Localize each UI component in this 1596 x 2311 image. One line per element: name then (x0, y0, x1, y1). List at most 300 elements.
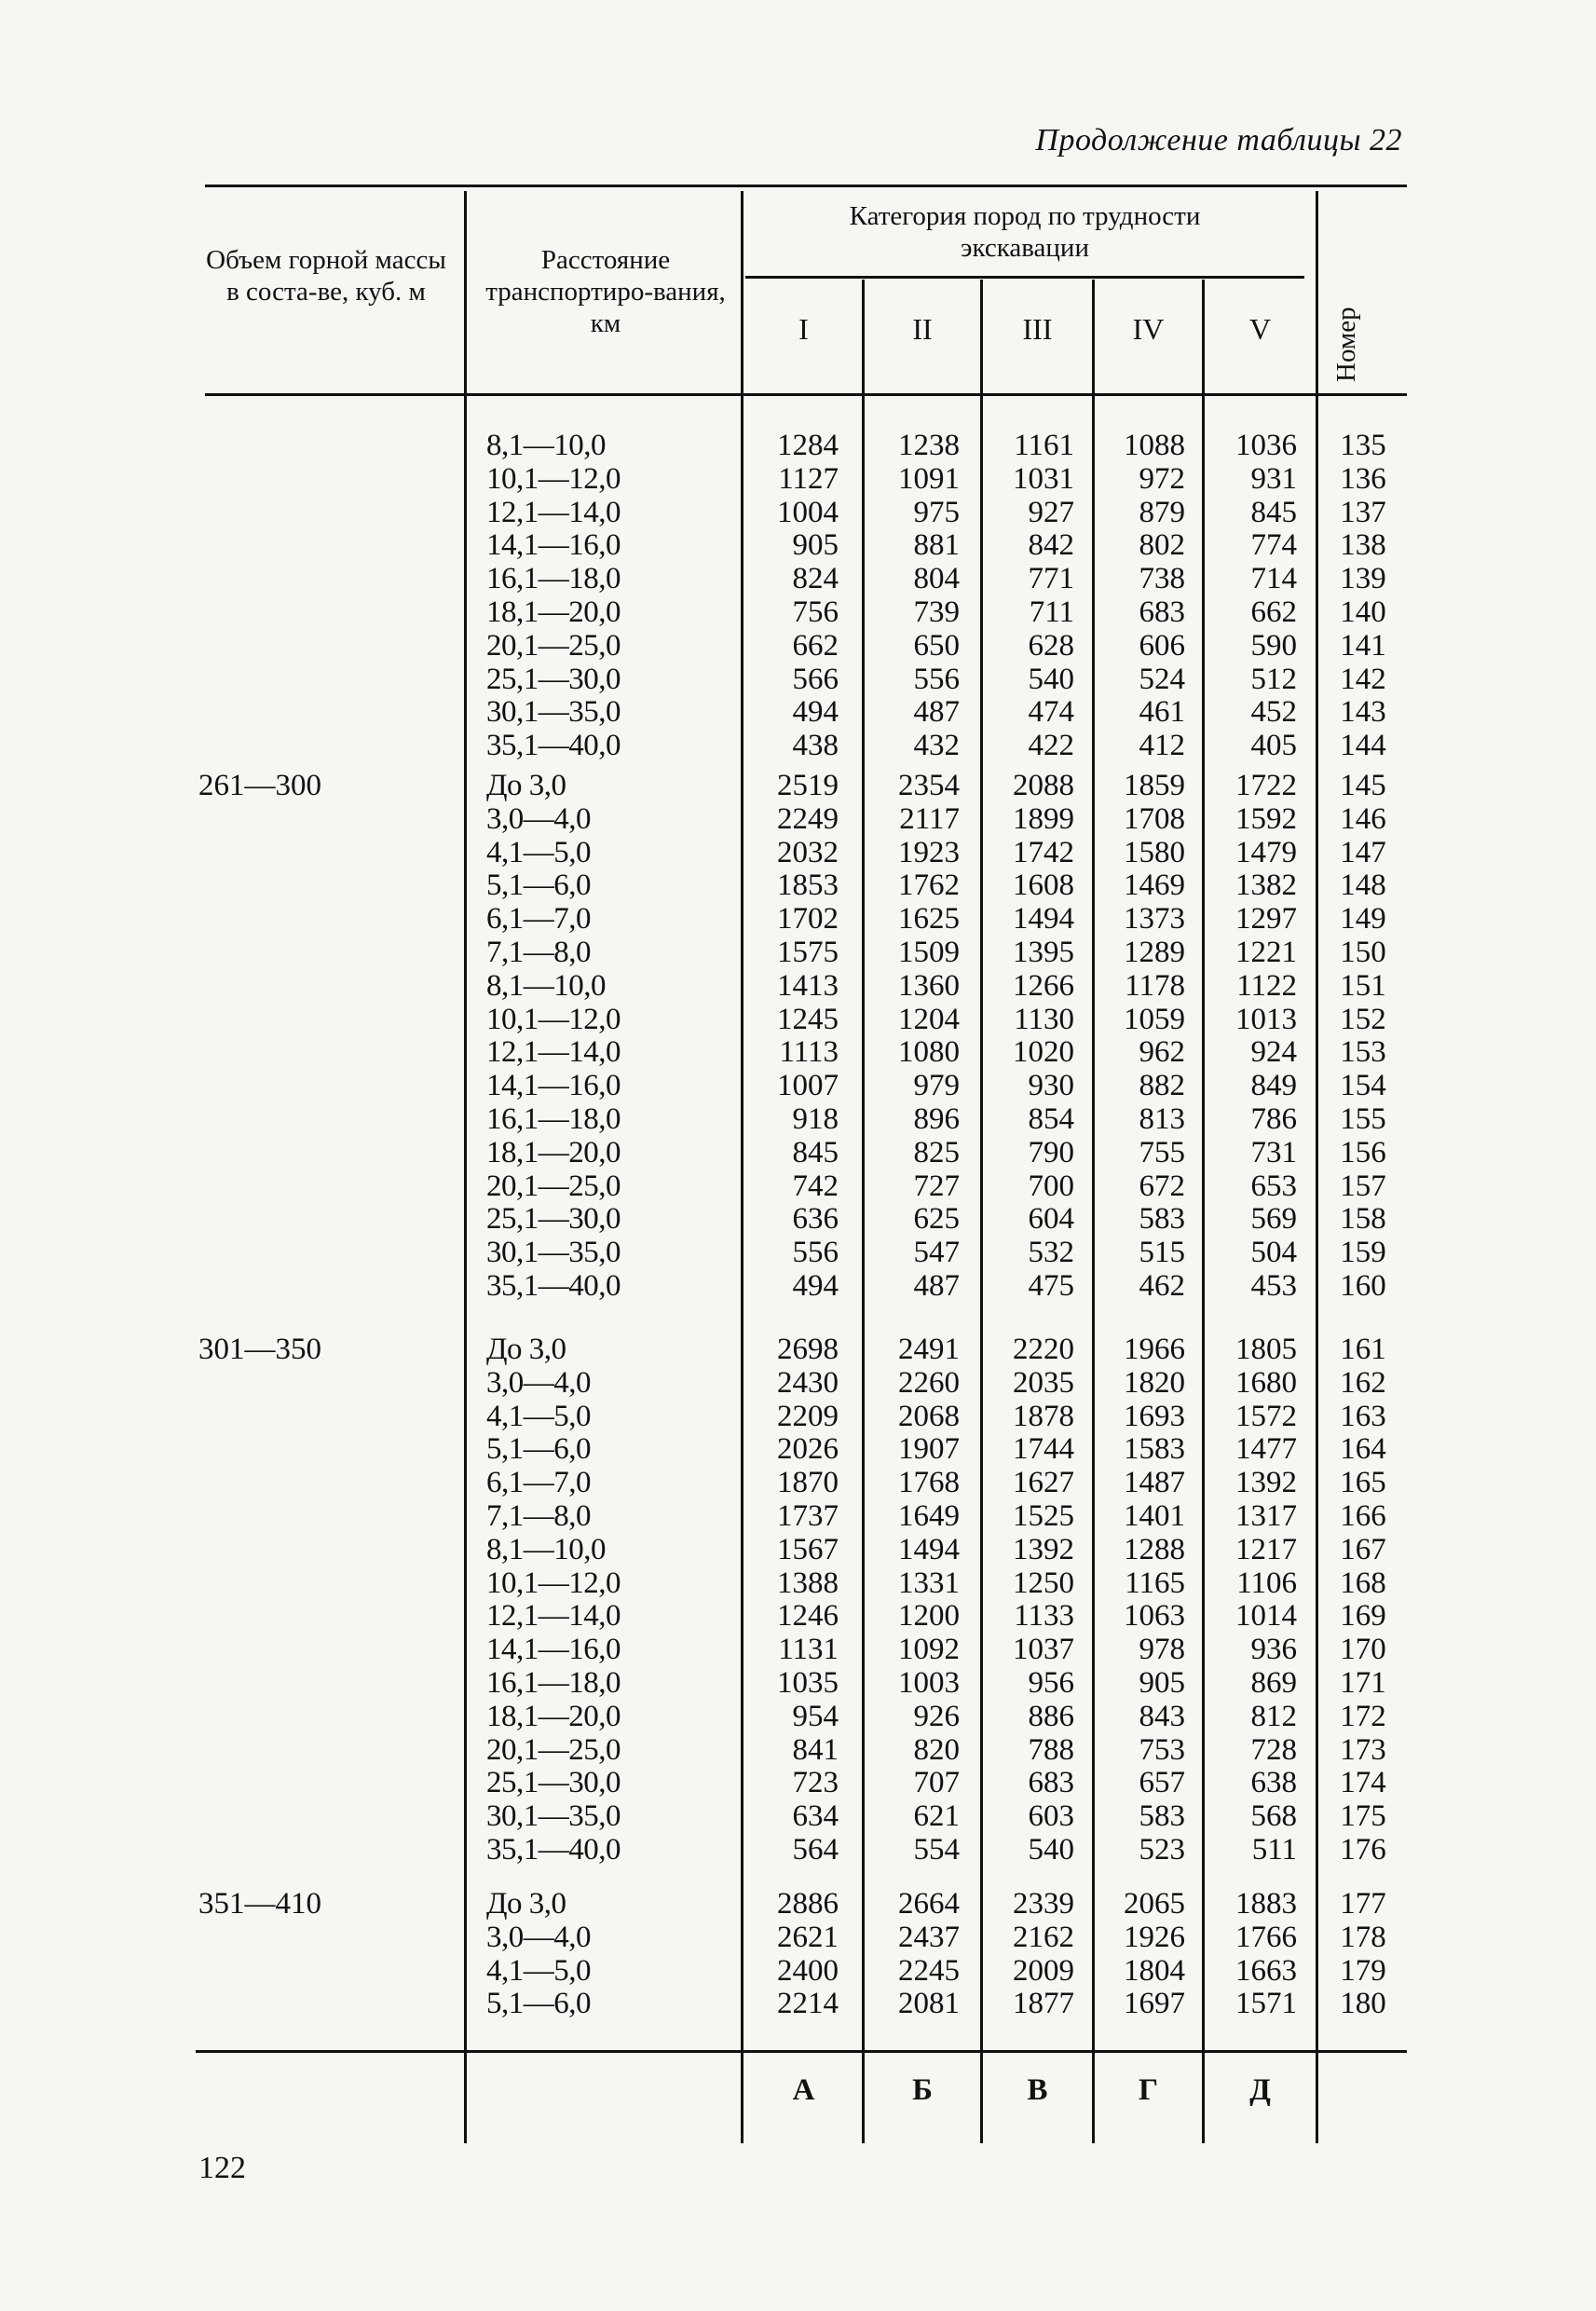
distance-cell: 16,1—18,0 (486, 1102, 621, 1136)
table-row (0, 969, 1596, 1003)
distance-cell: 20,1—25,0 (486, 1169, 621, 1203)
value-cat1-cell: 566 (792, 662, 839, 696)
value-cat2-cell: 2117 (899, 801, 960, 836)
value-cat5-cell: 714 (1250, 562, 1297, 596)
footer-letter-b: Б (912, 2073, 933, 2107)
table-row (0, 1954, 1596, 1988)
value-cat1-cell: 636 (792, 1202, 839, 1237)
row-number-cell: 159 (1340, 1236, 1386, 1270)
value-cat2-cell: 804 (913, 562, 960, 596)
distance-cell: 20,1—25,0 (486, 628, 621, 663)
value-cat2-cell: 1331 (898, 1566, 960, 1600)
value-cat2-cell: 1080 (898, 1035, 960, 1070)
value-cat4-cell: 1469 (1124, 868, 1185, 903)
value-cat4-cell: 583 (1139, 1202, 1185, 1237)
value-cat5-cell: 774 (1250, 528, 1297, 563)
value-cat1-cell: 2214 (777, 1987, 839, 2021)
row-number-cell: 177 (1340, 1887, 1386, 1921)
value-cat5-cell: 1572 (1235, 1399, 1297, 1433)
distance-cell: 14,1—16,0 (486, 1069, 621, 1103)
row-number-cell: 146 (1340, 801, 1386, 836)
value-cat2-cell: 1360 (898, 968, 960, 1003)
distance-cell: 35,1—40,0 (486, 1833, 621, 1867)
value-cat2-cell: 1768 (898, 1466, 960, 1500)
value-cat4-cell: 882 (1139, 1069, 1185, 1103)
value-cat5-cell: 504 (1250, 1236, 1297, 1270)
value-cat3-cell: 1608 (1013, 868, 1074, 903)
value-cat4-cell: 606 (1139, 628, 1185, 663)
value-cat2-cell: 975 (913, 495, 960, 529)
table-row (0, 1666, 1596, 1700)
distance-cell: 5,1—6,0 (486, 1432, 591, 1467)
value-cat2-cell: 1762 (898, 868, 960, 903)
table-row (0, 1269, 1596, 1303)
value-cat1-cell: 954 (792, 1699, 839, 1733)
value-cat3-cell: 788 (1028, 1732, 1074, 1767)
distance-cell: 3,0—4,0 (486, 1365, 591, 1400)
value-cat4-cell: 1697 (1124, 1987, 1185, 2021)
value-cat4-cell: 412 (1139, 729, 1185, 763)
value-cat1-cell: 2249 (777, 801, 839, 836)
value-cat1-cell: 756 (792, 595, 839, 629)
value-cat4-cell: 1088 (1124, 429, 1185, 462)
value-cat3-cell: 1133 (1014, 1599, 1074, 1634)
row-number-cell: 164 (1340, 1432, 1386, 1467)
value-cat5-cell: 1317 (1235, 1499, 1297, 1533)
value-cat2-cell: 621 (913, 1799, 960, 1834)
distance-cell: 18,1—20,0 (486, 1699, 621, 1733)
row-number-cell: 151 (1340, 968, 1386, 1003)
value-cat3-cell: 2339 (1013, 1887, 1074, 1921)
table-row (0, 802, 1596, 836)
value-cat4-cell: 1289 (1124, 936, 1185, 969)
value-cat4-cell: 738 (1139, 562, 1185, 596)
value-cat3-cell: 930 (1028, 1069, 1074, 1103)
row-number-cell: 153 (1340, 1035, 1386, 1070)
header-cat-4: IV (1132, 312, 1165, 346)
distance-cell: 4,1—5,0 (486, 1399, 591, 1433)
value-cat3-cell: 422 (1028, 729, 1074, 763)
row-number-cell: 175 (1340, 1799, 1386, 1834)
value-cat2-cell: 2260 (898, 1365, 960, 1400)
value-cat3-cell: 1250 (1013, 1566, 1074, 1600)
value-cat3-cell: 1392 (1013, 1532, 1074, 1566)
value-cat1-cell: 556 (792, 1236, 839, 1270)
value-cat2-cell: 825 (913, 1135, 960, 1169)
row-number-cell: 145 (1340, 769, 1386, 802)
value-cat2-cell: 926 (913, 1699, 960, 1733)
distance-cell: 18,1—20,0 (486, 595, 621, 629)
header-cat-5: V (1248, 312, 1272, 346)
value-cat3-cell: 1899 (1013, 801, 1074, 836)
value-cat2-cell: 1509 (898, 936, 960, 969)
value-cat5-cell: 1592 (1235, 801, 1297, 836)
value-cat1-cell: 662 (792, 628, 839, 663)
value-cat2-cell: 650 (913, 628, 960, 663)
header-distance: Расстояние транспортиро-вания, км (485, 245, 726, 338)
distance-cell: До 3,0 (486, 1887, 566, 1921)
distance-cell: До 3,0 (486, 769, 566, 802)
value-cat2-cell: 979 (913, 1069, 960, 1103)
table-row (0, 1236, 1596, 1269)
value-cat1-cell: 2698 (777, 1333, 839, 1366)
value-cat5-cell: 1883 (1235, 1887, 1297, 1921)
value-cat4-cell: 1063 (1124, 1599, 1185, 1634)
value-cat1-cell: 1575 (777, 936, 839, 969)
value-cat3-cell: 886 (1028, 1699, 1074, 1733)
distance-cell: 35,1—40,0 (486, 1269, 621, 1303)
value-cat2-cell: 487 (913, 695, 960, 730)
value-cat4-cell: 755 (1139, 1135, 1185, 1169)
value-cat3-cell: 771 (1028, 562, 1074, 596)
value-cat3-cell: 2088 (1013, 769, 1074, 802)
value-cat5-cell: 849 (1250, 1069, 1297, 1103)
value-cat4-cell: 1288 (1124, 1532, 1185, 1566)
row-number-cell: 150 (1340, 936, 1386, 969)
row-number-cell: 178 (1340, 1920, 1386, 1954)
distance-cell: 14,1—16,0 (486, 1633, 621, 1667)
value-cat2-cell: 487 (913, 1269, 960, 1303)
row-number-cell: 180 (1340, 1987, 1386, 2021)
row-number-cell: 149 (1340, 902, 1386, 937)
value-cat5-cell: 452 (1250, 695, 1297, 730)
header-category: Категория пород по трудности экскавации (849, 201, 1201, 263)
value-cat4-cell: 583 (1139, 1799, 1185, 1834)
row-number-cell: 155 (1340, 1102, 1386, 1136)
value-cat2-cell: 2245 (898, 1953, 960, 1988)
distance-cell: 30,1—35,0 (486, 1799, 621, 1834)
distance-cell: До 3,0 (486, 1333, 566, 1366)
table-row (0, 1921, 1596, 1954)
value-cat4-cell: 1178 (1125, 968, 1185, 1003)
value-cat4-cell: 672 (1139, 1169, 1185, 1203)
value-cat5-cell: 568 (1250, 1799, 1297, 1834)
value-cat4-cell: 523 (1139, 1833, 1185, 1867)
value-cat5-cell: 924 (1250, 1035, 1297, 1070)
value-cat4-cell: 1059 (1124, 1002, 1185, 1036)
table-row (0, 1533, 1596, 1566)
value-cat1-cell: 2519 (777, 769, 839, 802)
value-cat2-cell: 727 (913, 1169, 960, 1203)
value-cat5-cell: 1013 (1235, 1002, 1297, 1036)
distance-cell: 12,1—14,0 (486, 1035, 621, 1070)
row-number-cell: 172 (1340, 1699, 1386, 1733)
table-row (0, 1366, 1596, 1400)
value-cat1-cell: 742 (792, 1169, 839, 1203)
value-cat2-cell: 556 (913, 662, 960, 696)
value-cat4-cell: 1859 (1124, 769, 1185, 802)
value-cat1-cell: 2209 (777, 1399, 839, 1433)
table-row (0, 1400, 1596, 1433)
value-cat5-cell: 405 (1250, 729, 1297, 763)
row-number-cell: 147 (1340, 835, 1386, 869)
distance-cell: 30,1—35,0 (486, 1236, 621, 1270)
value-cat4-cell: 978 (1139, 1633, 1185, 1667)
value-cat5-cell: 1382 (1235, 868, 1297, 903)
header-cat-1: I (798, 312, 809, 346)
row-number-cell: 169 (1340, 1599, 1386, 1634)
value-cat5-cell: 845 (1250, 495, 1297, 529)
value-cat1-cell: 1007 (777, 1069, 839, 1103)
value-cat2-cell: 1625 (898, 902, 960, 937)
value-cat1-cell: 723 (792, 1766, 839, 1800)
value-cat3-cell: 1742 (1013, 835, 1074, 869)
value-cat3-cell: 540 (1028, 1833, 1074, 1867)
distance-cell: 14,1—16,0 (486, 528, 621, 563)
volume-cell: 261—300 (198, 769, 321, 802)
value-cat1-cell: 1127 (778, 461, 839, 496)
value-cat1-cell: 1870 (777, 1466, 839, 1500)
value-cat1-cell: 2621 (777, 1920, 839, 1954)
value-cat4-cell: 1401 (1124, 1499, 1185, 1533)
table-row (0, 1466, 1596, 1499)
value-cat3-cell: 1525 (1013, 1499, 1074, 1533)
table-row (0, 1766, 1596, 1799)
value-cat5-cell: 1392 (1235, 1466, 1297, 1500)
distance-cell: 4,1—5,0 (486, 835, 591, 869)
value-cat2-cell: 1091 (898, 461, 960, 496)
value-cat2-cell: 432 (913, 729, 960, 763)
value-cat2-cell: 1923 (898, 835, 960, 869)
value-cat4-cell: 1693 (1124, 1399, 1185, 1433)
value-cat3-cell: 1037 (1013, 1633, 1074, 1667)
value-cat2-cell: 2068 (898, 1399, 960, 1433)
value-cat5-cell: 653 (1250, 1169, 1297, 1203)
table-row (0, 629, 1596, 663)
distance-cell: 7,1—8,0 (486, 936, 591, 969)
value-cat3-cell: 927 (1028, 495, 1074, 529)
value-cat1-cell: 824 (792, 562, 839, 596)
value-cat1-cell: 1284 (777, 429, 839, 462)
row-number-cell: 148 (1340, 868, 1386, 903)
value-cat2-cell: 1238 (898, 429, 960, 462)
footer-letter-d: Д (1249, 2073, 1271, 2107)
table-row (0, 1136, 1596, 1169)
value-cat5-cell: 1722 (1235, 769, 1297, 802)
value-cat3-cell: 1130 (1014, 1002, 1074, 1036)
value-cat5-cell: 638 (1250, 1766, 1297, 1800)
value-cat5-cell: 812 (1250, 1699, 1297, 1733)
distance-cell: 16,1—18,0 (486, 562, 621, 596)
value-cat5-cell: 1036 (1235, 429, 1297, 462)
value-cat4-cell: 1580 (1124, 835, 1185, 869)
table-row (0, 1035, 1596, 1069)
value-cat1-cell: 1702 (777, 902, 839, 937)
value-cat1-cell: 2886 (777, 1887, 839, 1921)
value-cat2-cell: 1200 (898, 1599, 960, 1634)
value-cat1-cell: 1737 (777, 1499, 839, 1533)
table-row (0, 836, 1596, 869)
value-cat2-cell: 1494 (898, 1532, 960, 1566)
table-row (0, 1499, 1596, 1533)
distance-cell: 18,1—20,0 (486, 1135, 621, 1169)
value-cat3-cell: 604 (1028, 1202, 1074, 1237)
value-cat5-cell: 1766 (1235, 1920, 1297, 1954)
value-cat4-cell: 879 (1139, 495, 1185, 529)
row-number-cell: 166 (1340, 1499, 1386, 1533)
table-row (0, 902, 1596, 936)
value-cat3-cell: 475 (1028, 1269, 1074, 1303)
value-cat3-cell: 2009 (1013, 1953, 1074, 1988)
value-cat4-cell: 683 (1139, 595, 1185, 629)
value-cat4-cell: 524 (1139, 662, 1185, 696)
value-cat5-cell: 931 (1250, 461, 1297, 496)
distance-cell: 4,1—5,0 (486, 1953, 591, 1988)
value-cat1-cell: 1388 (777, 1566, 839, 1600)
value-cat4-cell: 1373 (1124, 902, 1185, 937)
distance-cell: 12,1—14,0 (486, 1599, 621, 1634)
value-cat4-cell: 1966 (1124, 1333, 1185, 1366)
distance-cell: 3,0—4,0 (486, 1920, 591, 1954)
value-cat3-cell: 603 (1028, 1799, 1074, 1834)
distance-cell: 8,1—10,0 (486, 429, 606, 462)
value-cat5-cell: 1221 (1235, 936, 1297, 969)
value-cat4-cell: 843 (1139, 1699, 1185, 1733)
value-cat4-cell: 1804 (1124, 1953, 1185, 1988)
value-cat1-cell: 2026 (777, 1432, 839, 1467)
value-cat3-cell: 474 (1028, 695, 1074, 730)
table-row (0, 462, 1596, 496)
value-cat5-cell: 869 (1250, 1666, 1297, 1700)
volume-cell: 351—410 (198, 1887, 321, 1921)
value-cat1-cell: 634 (792, 1799, 839, 1834)
row-number-cell: 158 (1340, 1202, 1386, 1237)
value-cat4-cell: 1583 (1124, 1432, 1185, 1467)
value-cat3-cell: 1627 (1013, 1466, 1074, 1500)
table-row (0, 429, 1596, 462)
value-cat3-cell: 2162 (1013, 1920, 1074, 1954)
row-number-cell: 152 (1340, 1002, 1386, 1036)
value-cat5-cell: 1477 (1235, 1432, 1297, 1467)
table-row (0, 1333, 1596, 1366)
value-cat2-cell: 2491 (898, 1333, 960, 1366)
table-row (0, 562, 1596, 595)
value-cat3-cell: 956 (1028, 1666, 1074, 1700)
row-number-cell: 142 (1340, 662, 1386, 696)
value-cat3-cell: 628 (1028, 628, 1074, 663)
value-cat1-cell: 1853 (777, 868, 839, 903)
value-cat3-cell: 1877 (1013, 1987, 1074, 2021)
value-cat5-cell: 936 (1250, 1633, 1297, 1667)
page-number: 122 (198, 2151, 246, 2185)
distance-cell: 8,1—10,0 (486, 968, 606, 1003)
value-cat4-cell: 1708 (1124, 801, 1185, 836)
row-number-cell: 171 (1340, 1666, 1386, 1700)
value-cat5-cell: 453 (1250, 1269, 1297, 1303)
row-number-cell: 139 (1340, 562, 1386, 596)
value-cat3-cell: 1020 (1013, 1035, 1074, 1070)
distance-cell: 10,1—12,0 (486, 1002, 621, 1036)
value-cat5-cell: 590 (1250, 628, 1297, 663)
value-cat3-cell: 2035 (1013, 1365, 1074, 1400)
row-number-cell: 162 (1340, 1365, 1386, 1400)
value-cat4-cell: 962 (1139, 1035, 1185, 1070)
distance-cell: 25,1—30,0 (486, 1766, 621, 1800)
value-cat5-cell: 512 (1250, 662, 1297, 696)
distance-cell: 25,1—30,0 (486, 662, 621, 696)
value-cat4-cell: 462 (1139, 1269, 1185, 1303)
distance-cell: 12,1—14,0 (486, 495, 621, 529)
table-row (0, 1069, 1596, 1102)
value-cat5-cell: 1663 (1235, 1953, 1297, 1988)
value-cat2-cell: 554 (913, 1833, 960, 1867)
row-number-cell: 135 (1340, 429, 1386, 462)
value-cat1-cell: 2430 (777, 1365, 839, 1400)
value-cat5-cell: 1106 (1236, 1566, 1297, 1600)
distance-cell: 16,1—18,0 (486, 1666, 621, 1700)
header-volume: Объем горной массы в соста-ве, куб. м (206, 245, 446, 307)
row-number-cell: 157 (1340, 1169, 1386, 1203)
row-number-cell: 174 (1340, 1766, 1386, 1800)
value-cat5-cell: 731 (1250, 1135, 1297, 1169)
table-row (0, 729, 1596, 762)
row-number-cell: 143 (1340, 695, 1386, 730)
value-cat5-cell: 1217 (1235, 1532, 1297, 1566)
value-cat2-cell: 625 (913, 1202, 960, 1237)
value-cat1-cell: 918 (792, 1102, 839, 1136)
value-cat3-cell: 711 (1029, 595, 1074, 629)
value-cat4-cell: 515 (1139, 1236, 1185, 1270)
value-cat1-cell: 494 (792, 1269, 839, 1303)
value-cat2-cell: 896 (913, 1102, 960, 1136)
table-row (0, 528, 1596, 562)
value-cat5-cell: 786 (1250, 1102, 1297, 1136)
table-row (0, 1633, 1596, 1666)
row-number-cell: 163 (1340, 1399, 1386, 1433)
value-cat3-cell: 1494 (1013, 902, 1074, 937)
table-row (0, 1700, 1596, 1733)
value-cat2-cell: 1003 (898, 1666, 960, 1700)
value-cat4-cell: 2065 (1124, 1887, 1185, 1921)
value-cat3-cell: 683 (1028, 1766, 1074, 1800)
value-cat4-cell: 802 (1139, 528, 1185, 563)
value-cat2-cell: 2081 (898, 1987, 960, 2021)
value-cat5-cell: 1479 (1235, 835, 1297, 869)
value-cat3-cell: 1266 (1013, 968, 1074, 1003)
value-cat4-cell: 813 (1139, 1102, 1185, 1136)
value-cat5-cell: 1122 (1236, 968, 1297, 1003)
value-cat5-cell: 1680 (1235, 1365, 1297, 1400)
value-cat4-cell: 657 (1139, 1766, 1185, 1800)
value-cat1-cell: 564 (792, 1833, 839, 1867)
distance-cell: 35,1—40,0 (486, 729, 621, 763)
value-cat5-cell: 569 (1250, 1202, 1297, 1237)
value-cat5-cell: 511 (1251, 1833, 1297, 1867)
row-number-cell: 138 (1340, 528, 1386, 563)
row-number-cell: 165 (1340, 1466, 1386, 1500)
table-row (0, 496, 1596, 529)
distance-cell: 6,1—7,0 (486, 902, 591, 937)
value-cat2-cell: 1204 (898, 1002, 960, 1036)
value-cat1-cell: 438 (792, 729, 839, 763)
distance-cell: 10,1—12,0 (486, 1566, 621, 1600)
value-cat4-cell: 753 (1139, 1732, 1185, 1767)
value-cat3-cell: 1878 (1013, 1399, 1074, 1433)
table-row (0, 1169, 1596, 1203)
value-cat3-cell: 1744 (1013, 1432, 1074, 1467)
distance-cell: 7,1—8,0 (486, 1499, 591, 1533)
row-number-cell: 179 (1340, 1953, 1386, 1988)
row-number-cell: 154 (1340, 1069, 1386, 1103)
value-cat2-cell: 547 (913, 1236, 960, 1270)
row-number-cell: 156 (1340, 1135, 1386, 1169)
value-cat2-cell: 1649 (898, 1499, 960, 1533)
value-cat2-cell: 820 (913, 1732, 960, 1767)
table-row (0, 695, 1596, 729)
value-cat2-cell: 2664 (898, 1887, 960, 1921)
row-number-cell: 140 (1340, 595, 1386, 629)
row-number-cell: 144 (1340, 729, 1386, 763)
